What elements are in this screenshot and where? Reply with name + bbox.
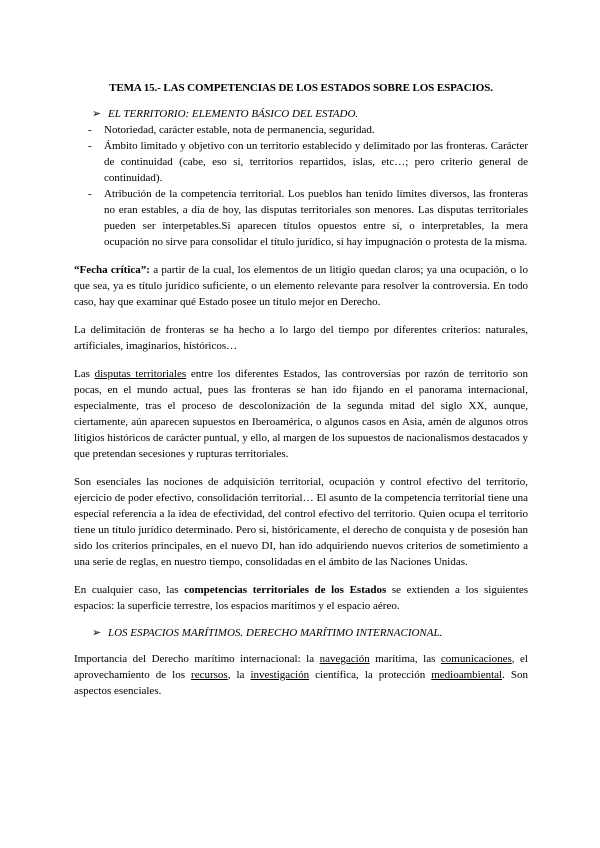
underlined-term: disputas territoriales xyxy=(94,368,187,380)
bold-term: competencias territoriales de los Estados xyxy=(184,584,387,596)
list-item xyxy=(74,122,528,138)
underlined-term: navegación xyxy=(319,653,370,665)
paragraph-text: Importancia del Derecho marítimo internacional: la xyxy=(74,653,320,665)
list-item-text: Atribución de la competencia territorial. Los pueblos han tenido límites diversos, las fronteras no eran estables, a día de hoy, las disputas territoriales son menores. Las disputas territoriales pueden ser interpetables.Si aparecen títulos opuestos entre sí, o interpretables, la mera ocupación no sirve para consolidar el título jurídico, si hay impugnación o protesta de la misma. xyxy=(104,188,528,248)
bold-term: “Fecha crítica”: xyxy=(74,264,150,276)
paragraph-text: entre los diferentes Estados, las controversias por razón de territorio son pocas, en el mundo actual, pues las fronteras se han ido fijando en el panorama internacional, especialmente, tras el proceso de descolonización de la segunda mitad del siglo XX, aunque, ciertamente, aún aparecen supuestos en Iberoamérica, o algunos casos en Asia, amén de algunos otros litigios históricos de carácter puntual, y ello, al margen de los supuestos de nacionalismos destacados y que pretendan secesiones y rupturas territoriales. xyxy=(74,368,528,460)
list-item-text: Ámbito limitado y objetivo con un territorio establecido y delimitado por las fronteras. Carácter de continuidad (cabe, eso sí, territorios repartidos, islas, etc…; pero criterio general de continuidad). xyxy=(104,140,528,184)
underlined-term: investigación xyxy=(250,669,310,681)
dash-bullet: - xyxy=(88,124,92,136)
document-title: TEMA 15.- LAS COMPETENCIAS DE LOS ESTADOS SOBRE LOS ESPACIOS. xyxy=(109,82,493,94)
underlined-term: medioambiental xyxy=(431,669,503,681)
section-heading-text: LOS ESPACIOS MARÍTIMOS. DERECHO MARÍTIMO INTERNACIONAL. xyxy=(108,627,443,639)
dash-bullet: - xyxy=(88,188,92,200)
paragraph-text: En cualquier caso, las xyxy=(74,584,185,596)
paragraph-text: a partir de la cual, los elementos de un litigio quedan claros; ya una ocupación, o lo que sea, ya es título jurídico suficiente, o un elemento relevante para resolver la controversia. En todo caso, hay que examinar qué Estado posee un título mejor en Derecho. xyxy=(74,264,528,308)
underlined-term: comunicaciones xyxy=(440,653,512,665)
paragraph-text: se extienden a los siguientes espacios: la superficie terrestre, los espacios marítimos y el espacio aéreo. xyxy=(74,584,529,612)
paragraph-text: científica, la protección xyxy=(309,669,432,681)
dash-bullet: - xyxy=(88,140,92,152)
territorio-list xyxy=(74,122,528,250)
section-heading-espacios-maritimos xyxy=(74,626,528,639)
paragraph-competencias xyxy=(74,582,528,614)
arrow-bullet-icon: ➢ xyxy=(92,627,102,639)
paragraph-delimitacion: La delimitación de fronteras se ha hecho a lo largo del tiempo por diferentes criterios: naturales, artificiales, imaginarios, históricos… xyxy=(74,324,528,352)
document-page xyxy=(74,82,528,711)
paragraph-text: Las xyxy=(74,368,95,380)
paragraph-text: , la xyxy=(227,669,251,681)
underlined-term: recursos xyxy=(191,669,228,681)
paragraph-nociones: Son esenciales las nociones de adquisición territorial, ocupación y control efectivo del territorio, ejercicio de poder efectivo, consolidación territorial… El asunto de la competencia territorial tiene una especial referencia a la idea de efectividad, del control efectivo del territorio. Quien ocupa el territorio tiene un título jurídico determinado. Pero si, históricamente, el derecho de conquista y de posesión han sido los criterios principales, en el nuevo DI, han ido adquiriendo nuevos criterios de sometimiento a una serie de reglas, en nuestro tiempo, consolidadas en el ámbito de las Naciones Unidas. xyxy=(74,476,528,568)
section-heading-text: EL TERRITORIO: ELEMENTO BÁSICO DEL ESTADO. xyxy=(108,108,359,120)
arrow-bullet-icon: ➢ xyxy=(92,108,102,120)
paragraph-disputas xyxy=(74,366,528,462)
paragraph-text: marítima, las xyxy=(369,653,441,665)
paragraph-fecha-critica xyxy=(74,262,528,310)
paragraph-importancia xyxy=(74,651,528,699)
paragraph-text: , el aprovechamiento de los xyxy=(74,653,528,681)
list-item xyxy=(74,138,528,186)
paragraph-text: . Son aspectos esenciales. xyxy=(74,669,529,697)
list-item-text: Notoriedad, carácter estable, nota de permanencia, seguridad. xyxy=(104,124,375,136)
section-heading-territorio xyxy=(74,107,528,120)
list-item xyxy=(74,186,528,250)
